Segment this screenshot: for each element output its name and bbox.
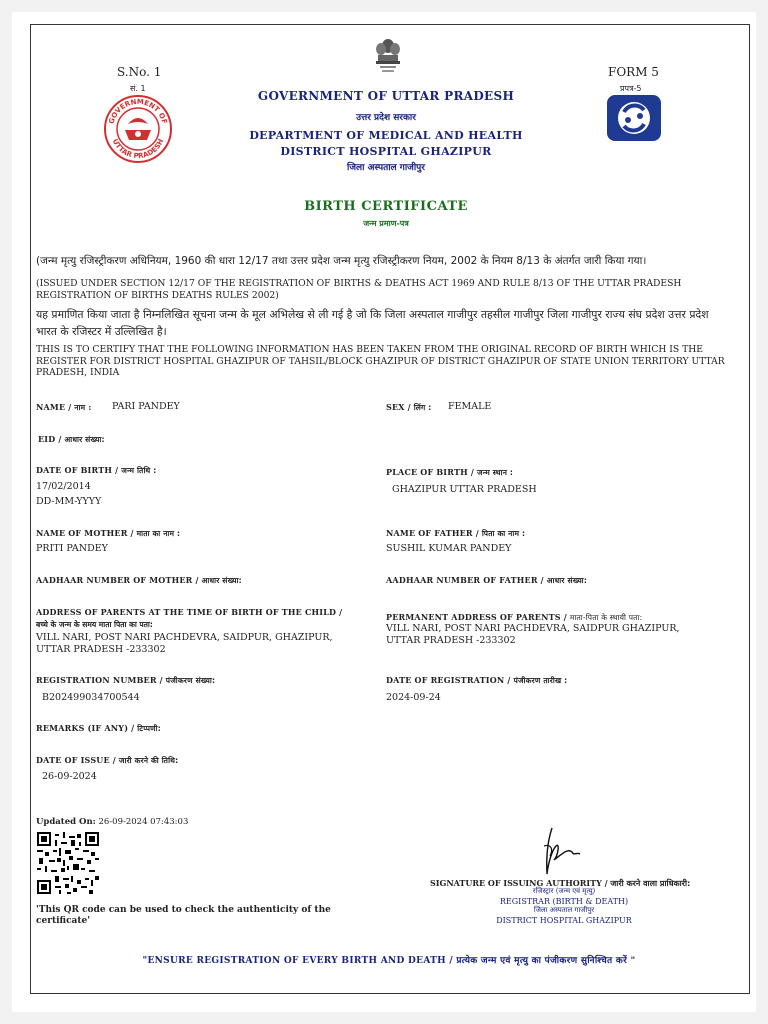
government-title: GOVERNMENT OF UTTAR PRADESH — [257, 89, 515, 103]
intro-certify-english: THIS IS TO CERTIFY THAT THE FOLLOWING INFORMATION HAS BEEN TAKEN FROM THE ORIGINAL RECORD OF BIRTH WHICH IS THE REGISTER FOR DISTRICT HOSPITAL GHAZIPUR OF TAHSIL/BLOCK GHAZIPUR OF DISTRICT GHAZIPUR OF STATE UNION TERRITORY UTTAR PRADESH, INDIA — [36, 344, 725, 378]
serial-number: S.No. 1 — [117, 65, 162, 79]
up-government-seal — [103, 94, 173, 164]
name-value: PARI PANDEY — [112, 401, 180, 412]
dob-value: 17/02/2014 — [36, 481, 91, 492]
department-hindi: जिला अस्पताल गाजीपुर — [347, 163, 425, 173]
registration-slogan: "ENSURE REGISTRATION OF EVERY BIRTH AND DEATH / प्रत्येक जन्म एवं मृत्यु का पंजीकरण सुनिश्चित करें " — [142, 956, 636, 966]
form-number: FORM 5 — [608, 65, 659, 79]
national-emblem-icon — [372, 36, 404, 80]
updated-on: Updated On: 26-09-2024 07:43:03 — [36, 817, 189, 827]
stamp-hindi-line1: रजिस्ट्रार (जन्म एवं मृत्यु) — [532, 887, 596, 895]
issue-date-value: 26-09-2024 — [42, 771, 97, 782]
qr-note: 'This QR code can be used to check the authenticity of the certificate' — [36, 905, 331, 926]
signature-icon — [538, 826, 584, 882]
signature-label: SIGNATURE OF ISSUING AUTHORITY / जारी करने वाला प्राधिकारी: — [430, 878, 691, 888]
eid-label: EID / आधार संख्या: — [38, 434, 105, 444]
seal-text-bottom: UTTAR PRADESH — [110, 137, 166, 161]
department-line1: DEPARTMENT OF MEDICAL AND HEALTH — [249, 129, 523, 142]
certificate-title: BIRTH CERTIFICATE — [304, 199, 468, 214]
registration-date-value: 2024-09-24 — [386, 692, 441, 703]
dob-label: DATE OF BIRTH / जन्म तिथि : — [36, 465, 157, 475]
intro-certify-hindi: यह प्रमाणित किया जाता है निम्नलिखित सूचना जन्म के मूल अभिलेख से ली गई है जो कि जिला अस्पताल गाजीपुर तहसील गाजीपुर जिला गाजीपुर राज्य संघ प्रदेश उत्तर प्रदेश भारत के रजिस्टर में उल्लिखित है। — [36, 308, 709, 338]
remarks-label: REMARKS (IF ANY) / टिप्पणी: — [36, 723, 161, 733]
serial-number-hindi: सं. 1 — [130, 84, 146, 93]
sex-label: SEX / लिंग : — [386, 402, 432, 412]
qr-code-icon[interactable] — [37, 832, 99, 894]
registration-number-label: REGISTRATION NUMBER / पंजीकरण संख्या: — [36, 675, 216, 685]
permanent-address-label: PERMANENT ADDRESS OF PARENTS / माता-पिता के स्थायी पता: — [386, 612, 643, 622]
mother-name-label: NAME OF MOTHER / माता का नाम : — [36, 528, 181, 538]
name-label: NAME / नाम : — [36, 402, 92, 412]
sex-value: FEMALE — [448, 401, 492, 412]
intro-act-english: (ISSUED UNDER SECTION 12/17 OF THE REGISTRATION OF BIRTHS & DEATHS ACT 1969 AND RULE 8/13 OF THE UTTAR PRADESH REGISTRATION OF BIRTHS DEATHS RULES 2002) — [36, 278, 682, 301]
intro-act-hindi: (जन्म मृत्यु रजिस्ट्रीकरण अधिनियम, 1960 की धारा 12/17 तथा उत्तर प्रदेश जन्म मृत्यु रजिस्ट्रीकरण नियम, 2002 के नियम 8/13 के अंतर्गत जारी किया गया। — [36, 255, 647, 267]
permanent-address-value: VILL NARI, POST NARI PACHDEVRA, SAIDPUR GHAZIPUR, UTTAR PRADESH -233302 — [386, 623, 680, 646]
issue-date-label: DATE OF ISSUE / जारी करने की तिथि: — [36, 755, 179, 765]
father-name-value: SUSHIL KUMAR PANDEY — [386, 543, 512, 554]
registration-date-label: DATE OF REGISTRATION / पंजीकरण तारीख : — [386, 675, 568, 685]
pob-label: PLACE OF BIRTH / जन्म स्थान : — [386, 467, 514, 477]
stamp-english-line1: REGISTRAR (BIRTH & DEATH) — [499, 896, 629, 906]
father-name-label: NAME OF FATHER / पिता का नाम : — [386, 528, 526, 538]
father-aadhaar-label: AADHAAR NUMBER OF FATHER / आधार संख्या: — [386, 575, 588, 585]
stamp-hindi-line2: जिला अस्पताल गाजीपुर — [533, 906, 595, 914]
registration-number-value: B202499034700544 — [42, 692, 140, 703]
government-title-hindi: उत्तर प्रदेश सरकार — [356, 113, 416, 123]
pob-value: GHAZIPUR UTTAR PRADESH — [392, 484, 537, 495]
birth-address-label: ADDRESS OF PARENTS AT THE TIME OF BIRTH OF THE CHILD / — [36, 607, 343, 617]
birth-address-label-hindi: बच्चे के जन्म के समय माता पिता का पता: — [36, 620, 153, 629]
birth-address-value: VILL NARI, POST NARI PACHDEVRA, SAIDPUR, GHAZIPUR, UTTAR PRADESH -233302 — [36, 632, 333, 655]
crs-logo-icon — [606, 94, 662, 142]
registrar-stamp — [476, 887, 652, 925]
stamp-english-line2: DISTRICT HOSPITAL GHAZIPUR — [496, 915, 632, 925]
form-number-hindi: प्रपत्र-5 — [620, 84, 642, 93]
seal-text-top: GOVERNMENT OF — [107, 97, 169, 125]
certificate-title-hindi: जन्म प्रमाण-पत्र — [363, 219, 409, 228]
department-line2: DISTRICT HOSPITAL GHAZIPUR — [280, 145, 492, 158]
dob-format: DD-MM-YYYY — [36, 496, 102, 507]
mother-aadhaar-label: AADHAAR NUMBER OF MOTHER / आधार संख्या: — [36, 575, 242, 585]
mother-name-value: PRITI PANDEY — [36, 543, 108, 554]
